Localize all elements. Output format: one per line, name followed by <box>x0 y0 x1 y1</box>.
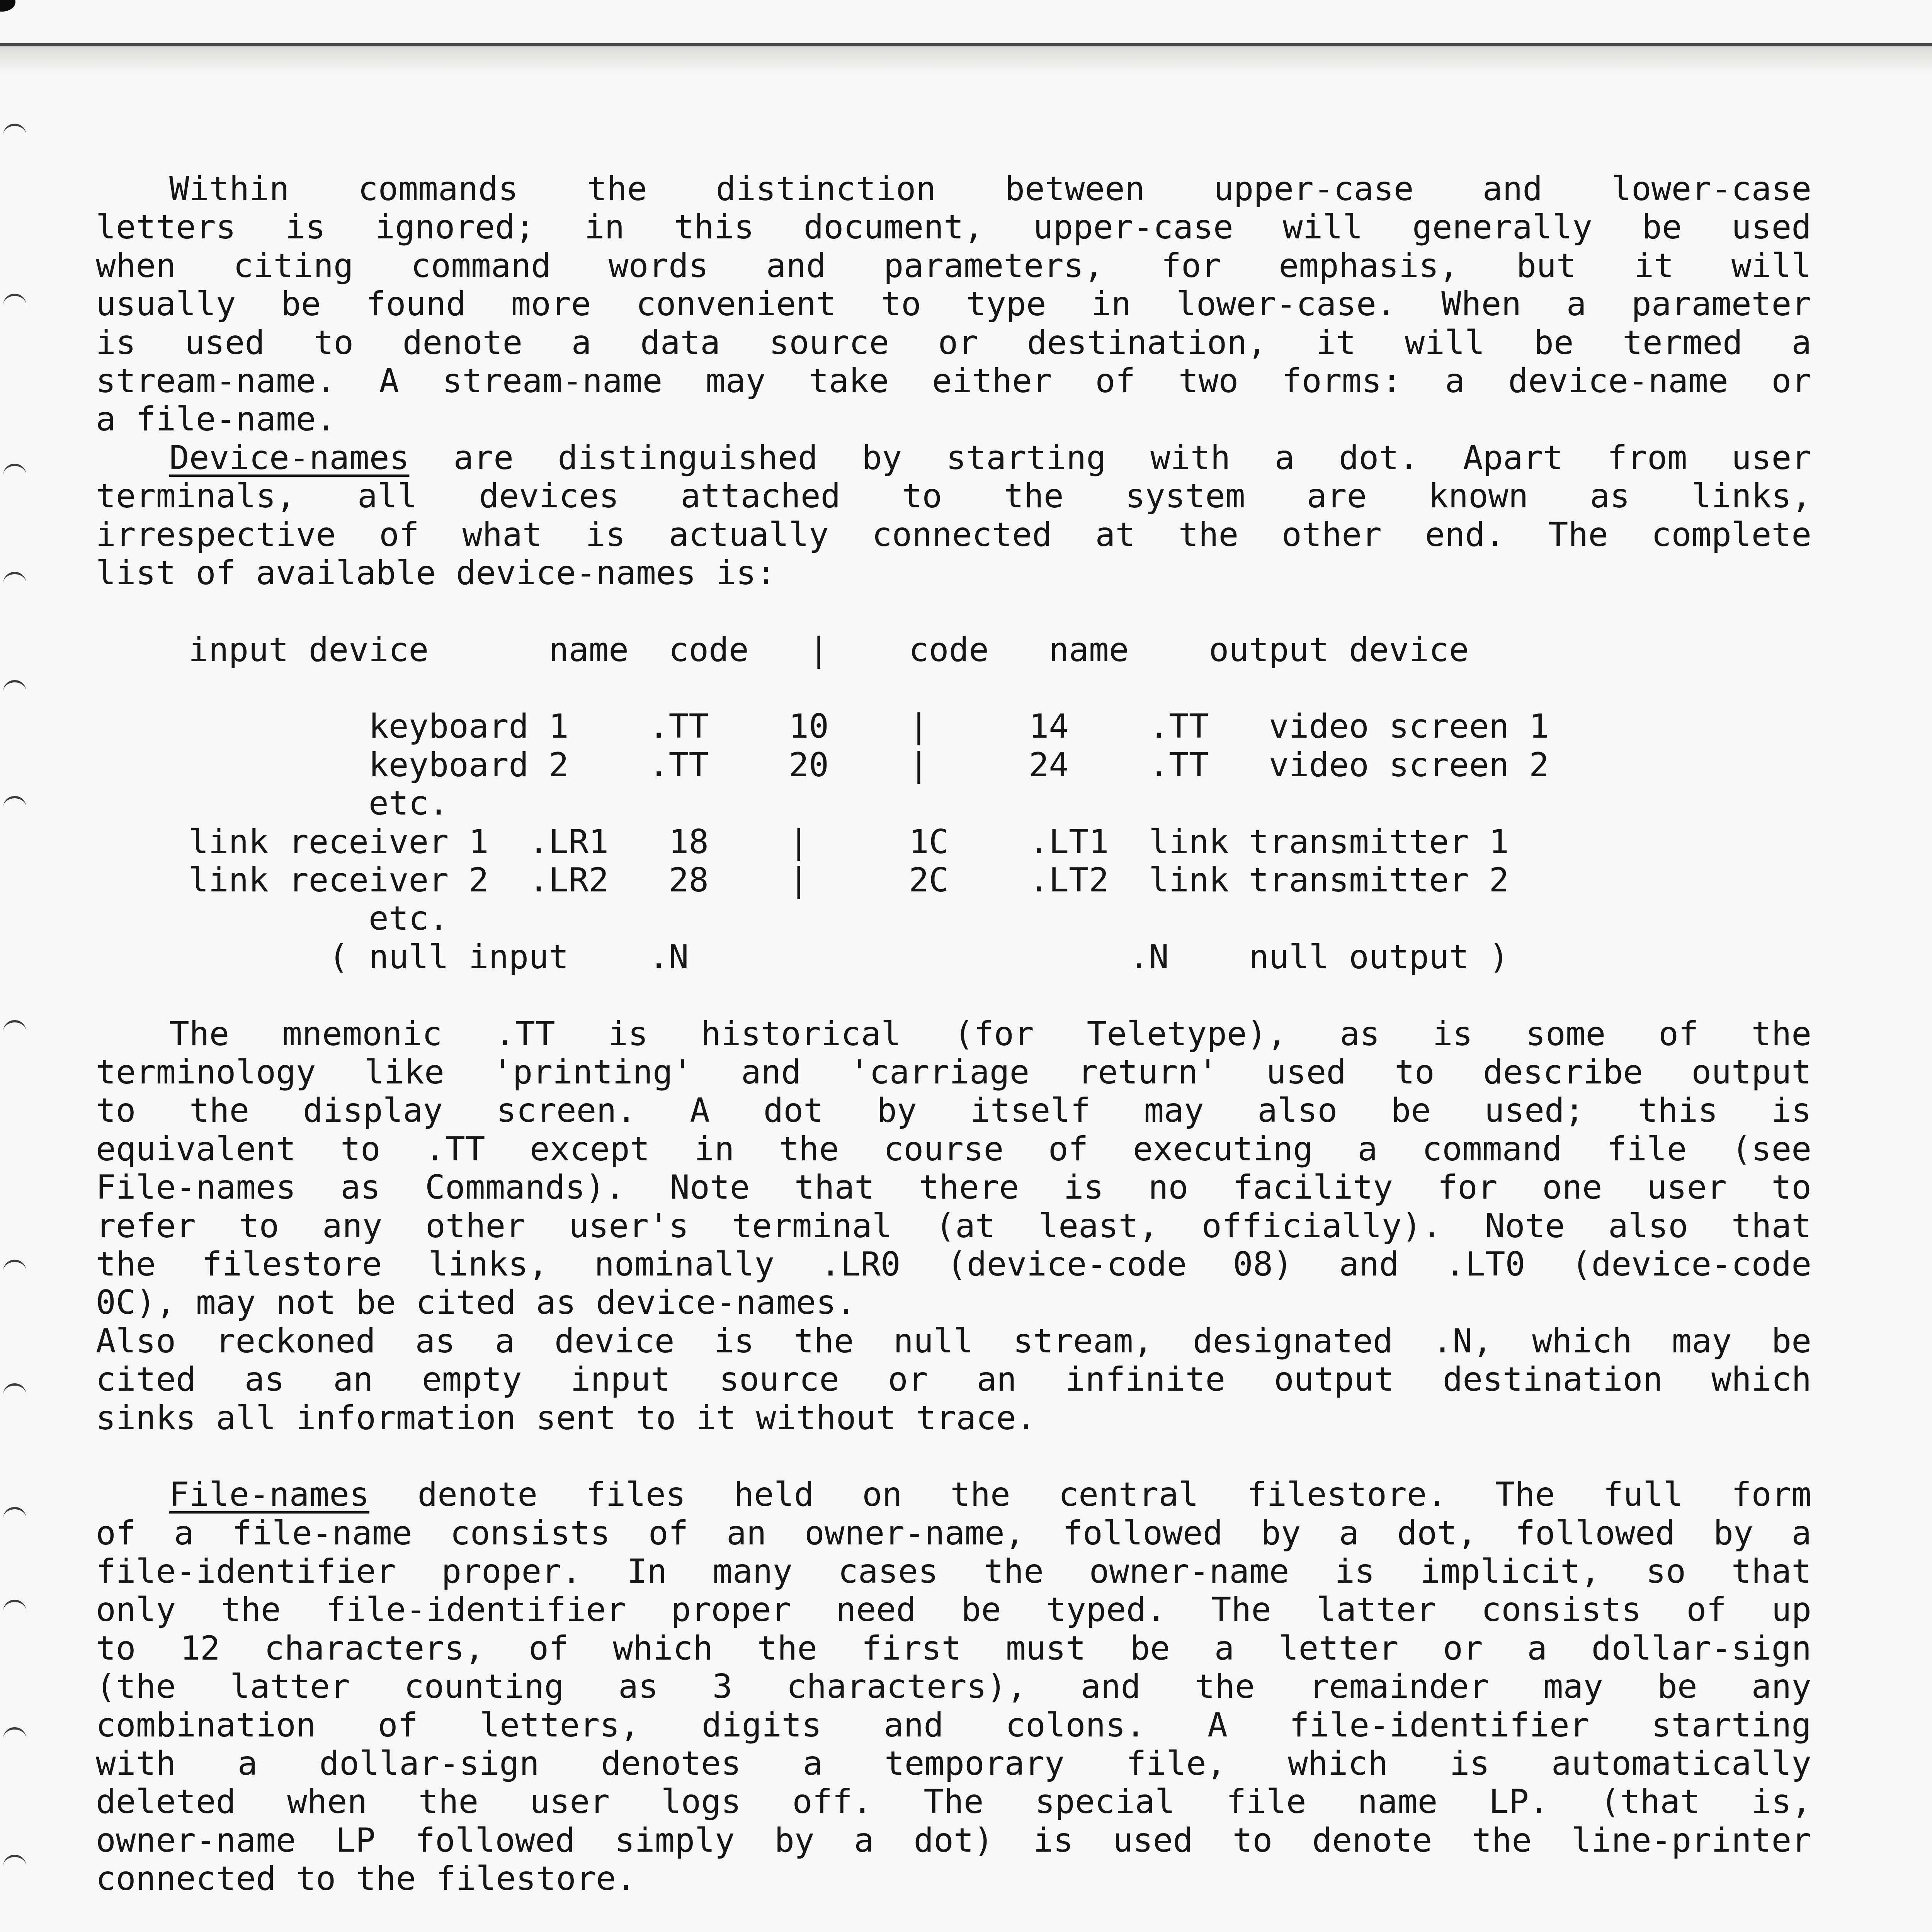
term-file-names: File-names <box>169 1476 369 1514</box>
text-run: are distinguished by starting with a dot. Apart from user <box>409 439 1811 477</box>
margin-tick <box>3 1600 26 1612</box>
text-line: connected to the filestore. <box>96 1859 636 1898</box>
text-run: denote files held on the central filestore. The full form <box>369 1476 1811 1514</box>
text-line: refer to any other user's terminal (at least, officially). Note also that <box>96 1207 1811 1245</box>
margin-tick <box>3 1855 26 1867</box>
text-line: is used to denote a data source or destination, it will be termed a <box>96 323 1811 362</box>
text-line: a file-name. <box>96 400 336 439</box>
margin-tick <box>3 680 26 692</box>
text-line: Within commands the distinction between upper-case and lower-case <box>169 170 1811 208</box>
device-table-row: ( null input .N .N null output ) <box>189 937 1509 976</box>
text-line: sinks all information sent to it without trace. <box>96 1398 1036 1437</box>
text-line <box>96 439 1811 477</box>
device-table-row: etc. <box>189 899 449 938</box>
page-top-shadow <box>0 46 1932 73</box>
paragraph-file-names <box>96 1476 1811 1898</box>
text-line: the filestore links, nominally .LR0 (device-code 08) and .LT0 (device-code <box>96 1245 1811 1284</box>
margin-tick <box>3 796 26 808</box>
text-line: to 12 characters, of which the first must be a letter or a dollar-sign <box>96 1629 1811 1668</box>
page-top-edge <box>0 43 1932 46</box>
device-table-row: keyboard 1 .TT 10 | 14 .TT video screen 1 <box>189 707 1549 746</box>
text-line: only the file-identifier proper need be typed. The latter consists of up <box>96 1591 1811 1629</box>
spacer <box>96 1437 1811 1476</box>
spacer <box>189 669 1811 707</box>
text-line: terminology like 'printing' and 'carriage return' used to describe output <box>96 1053 1811 1092</box>
text-line: letters is ignored; in this document, upper-case will generally be used <box>96 208 1811 247</box>
margin-tick <box>3 1383 26 1396</box>
margin-tick <box>3 464 26 476</box>
text-line: cited as an empty input source or an infinite output destination which <box>96 1361 1811 1399</box>
text-line: terminals, all devices attached to the system are known as links, <box>96 477 1811 516</box>
text-line: 0C), may not be cited as device-names. <box>96 1283 856 1322</box>
text-line: equivalent to .TT except in the course of executing a command file (see <box>96 1130 1811 1168</box>
paragraph-commands-case <box>96 170 1811 439</box>
text-line: irrespective of what is actually connected at the other end. The complete <box>96 515 1811 554</box>
text-line: File-names as Commands). Note that there is no facility for one user to <box>96 1168 1811 1207</box>
margin-tick <box>3 294 26 306</box>
paragraph-mnemonic-tt <box>96 1015 1811 1437</box>
spacer <box>96 1898 1811 1932</box>
device-table-row: link receiver 2 .LR2 28 | 2C .LT2 link transmitter 2 <box>189 861 1509 900</box>
text-line: The mnemonic .TT is historical (for Teletype), as is some of the <box>169 1015 1811 1053</box>
margin-tick <box>3 1020 26 1032</box>
text-line: list of available device-names is: <box>96 553 776 592</box>
text-line: combination of letters, digits and colons. A file-identifier starting <box>96 1706 1811 1745</box>
spacer <box>96 592 1811 631</box>
margin-tick <box>3 572 26 584</box>
margin-tick <box>3 1260 26 1272</box>
text-line: usually be found more convenient to type in lower-case. When a parameter <box>96 285 1811 324</box>
text-line: (the latter counting as 3 characters), and the remainder may be any <box>96 1668 1811 1706</box>
text-line: Also reckoned as a device is the null stream, designated .N, which may be <box>96 1322 1811 1361</box>
text-line: when citing command words and parameters, for emphasis, but it will <box>96 247 1811 285</box>
text-line: deleted when the user logs off. The special file name LP. (that is, <box>96 1783 1811 1821</box>
device-table-row: link receiver 1 .LR1 18 | 1C .LT1 link transmitter 1 <box>189 822 1509 861</box>
text-line: file-identifier proper. In many cases the owner-name is implicit, so that <box>96 1553 1811 1591</box>
margin-tick <box>3 1507 26 1519</box>
text-line: with a dollar-sign denotes a temporary file, which is automatically <box>96 1745 1811 1783</box>
text-line: stream-name. A stream-name may take either of two forms: a device-name or <box>96 362 1811 400</box>
paragraph-device-names <box>96 439 1811 593</box>
text-line: owner-name LP followed simply by a dot) is used to denote the line-printer <box>96 1821 1811 1860</box>
text-line: to the display screen. A dot by itself may also be used; this is <box>96 1092 1811 1130</box>
text-line <box>96 1476 1811 1514</box>
margin-tick <box>3 124 26 136</box>
punch-hole-top-left <box>0 0 15 12</box>
margin-tick <box>3 1727 26 1740</box>
document-body <box>96 170 1811 1932</box>
device-table-row: etc. <box>189 784 449 823</box>
device-table-header: input device name code | code name output device <box>189 630 1469 669</box>
device-table-row: keyboard 2 .TT 20 | 24 .TT video screen 2 <box>189 745 1549 784</box>
text-line: of a file-name consists of an owner-name, followed by a dot, followed by a <box>96 1514 1811 1553</box>
spacer <box>96 976 1811 1015</box>
term-device-names: Device-names <box>169 439 410 477</box>
device-table <box>96 631 1811 977</box>
